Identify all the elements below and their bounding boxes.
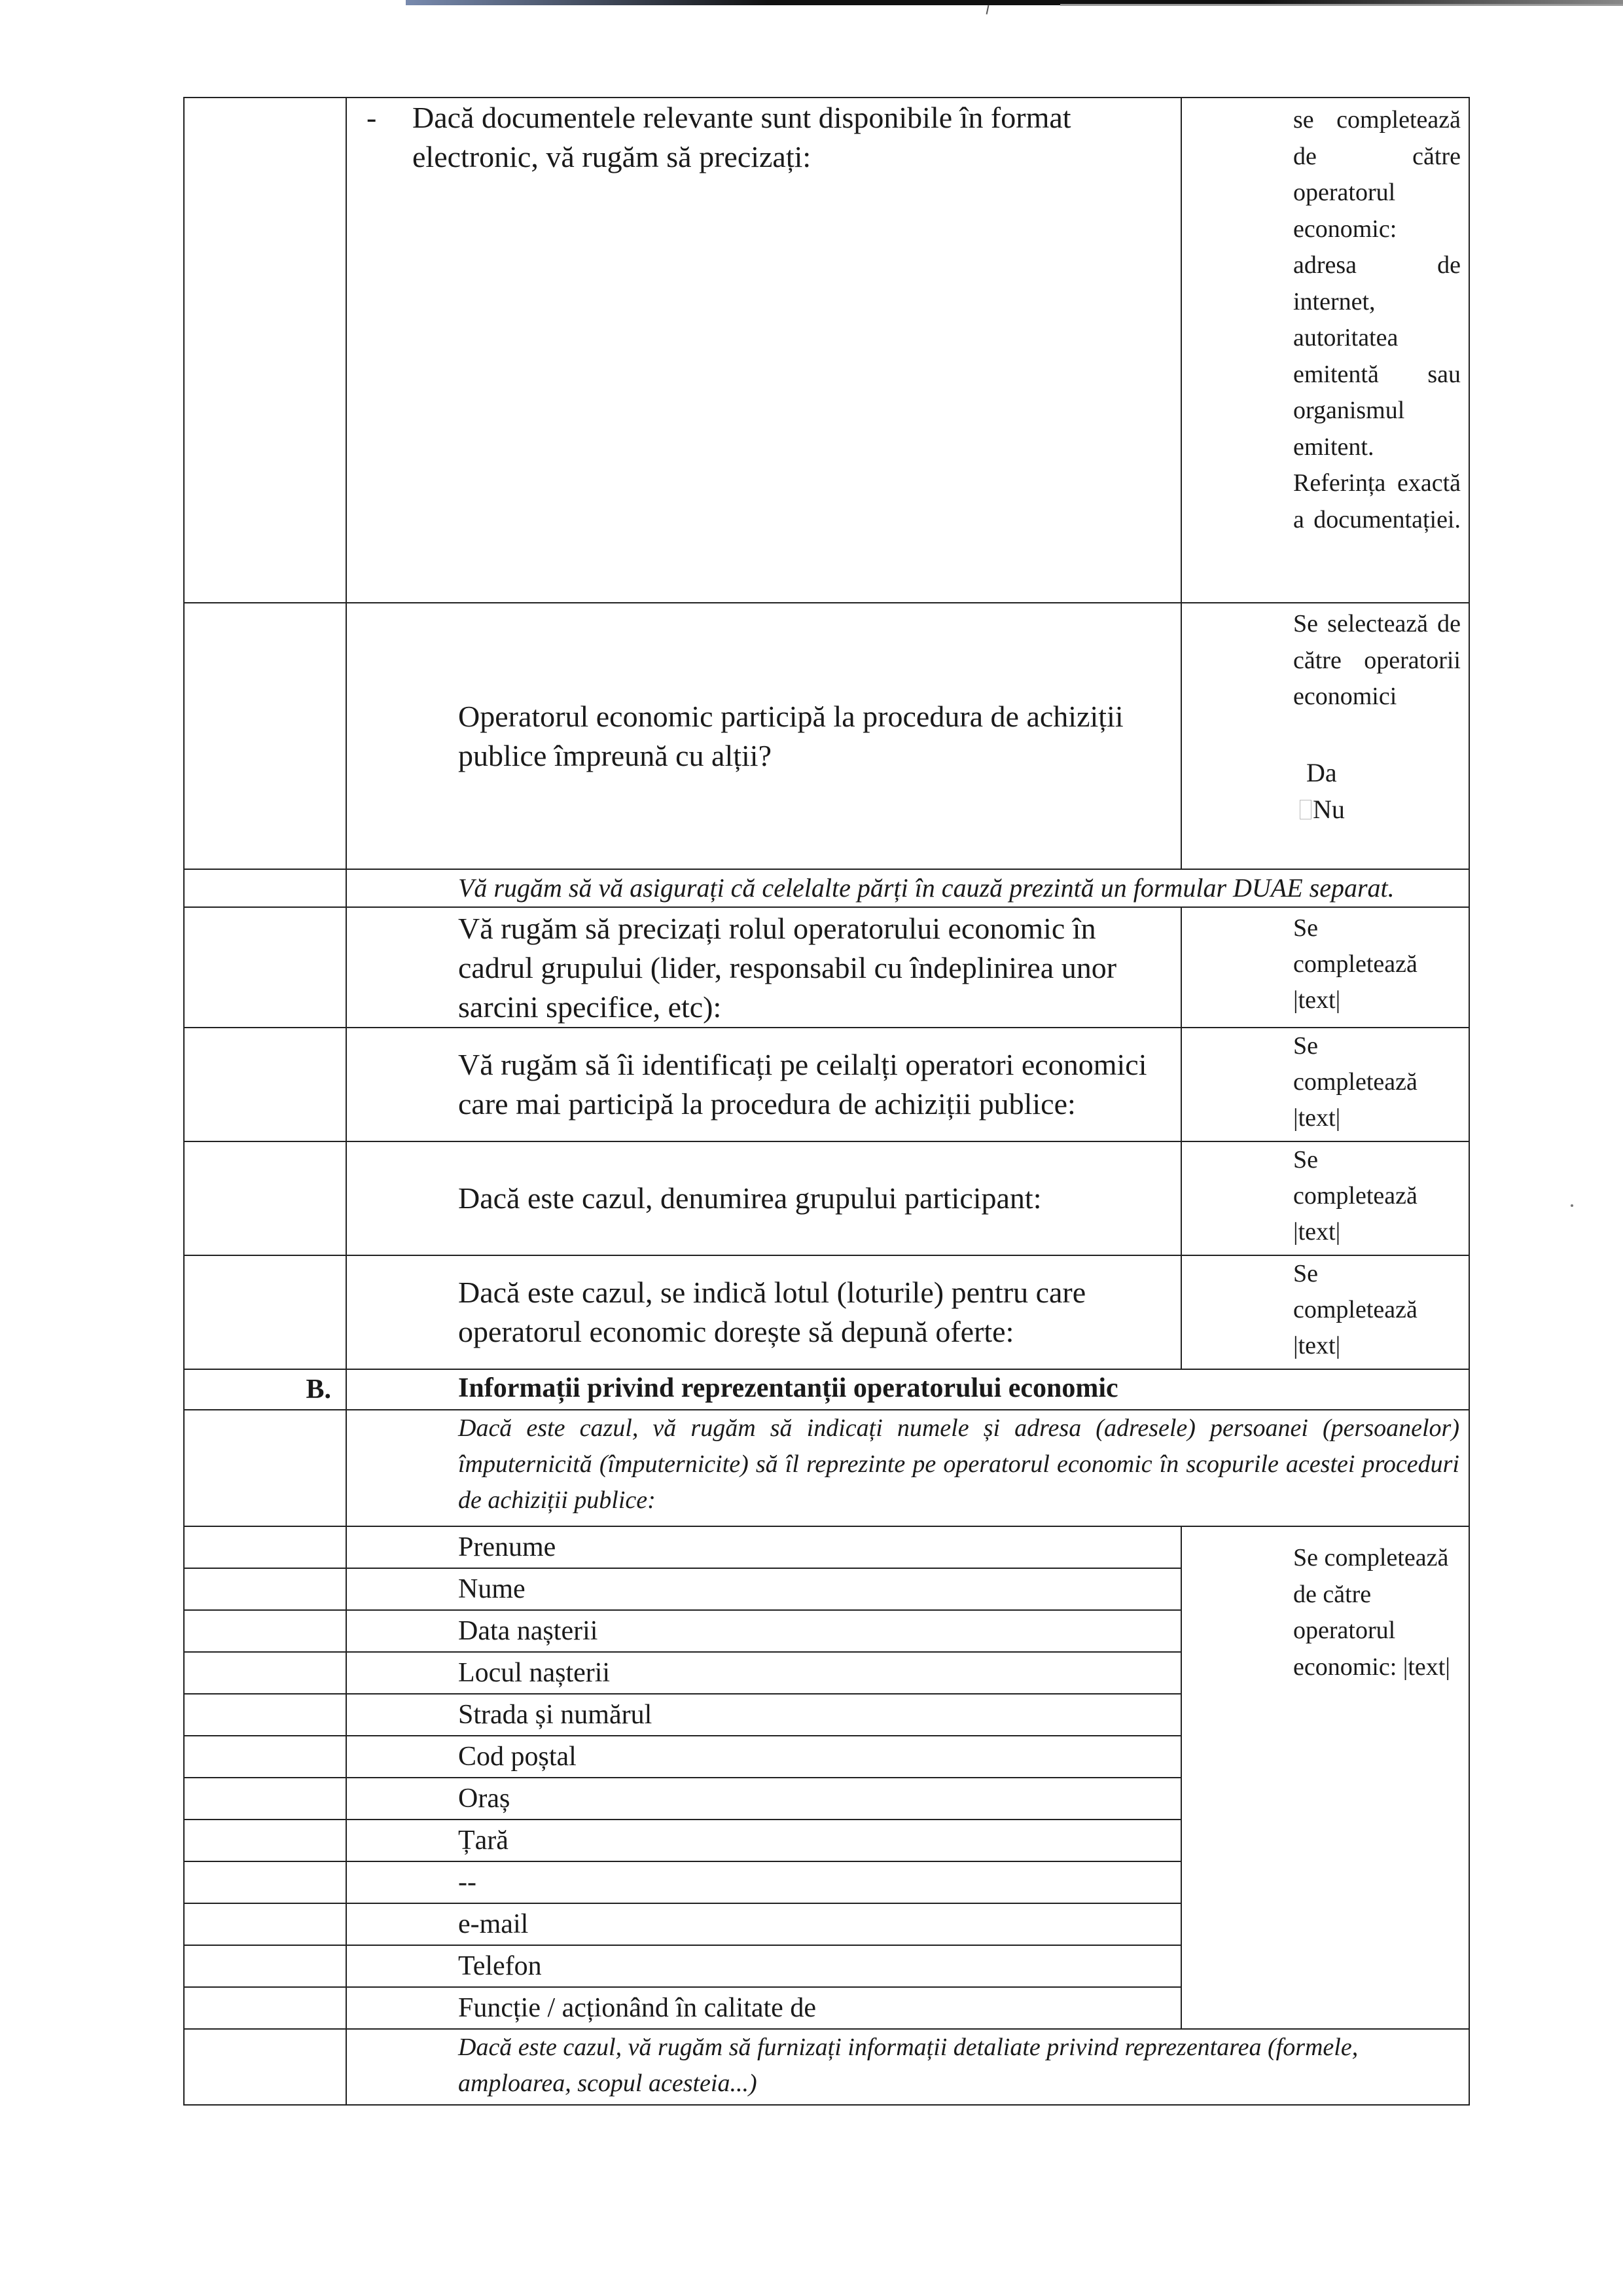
field-row-first-name [184,1526,1469,1568]
section-letter: B. [184,1369,346,1410]
question-cell: Dacă este cazul, se indică lotul (loturile) pentru care operatorul economic dorește să depună oferte: [346,1255,1181,1369]
closing-note: Dacă este cazul, vă rugăm să furnizați informații detaliate privind reprezentarea (formele, amploarea, scopul acesteia...) [458,2034,1359,2097]
section-b-header [184,1369,1469,1410]
empty-cell [184,98,346,603]
scan-dust [1571,1204,1573,1207]
empty-cell [184,1820,346,1861]
table-row-separate-form-note [184,869,1469,907]
question-cell [346,98,1181,603]
question-cell [346,603,1181,869]
field-label: -- [346,1861,1181,1903]
section-title: Informații privind reprezentanții operatorului economic [458,1373,1118,1403]
section-intro-cell [346,1410,1469,1526]
text-placeholder: |text| [1293,986,1341,1014]
text-placeholder: |text| [1293,1104,1341,1132]
fields-side-note: Se completează de către operatorul economic: |text| [1293,1544,1450,1681]
empty-cell [184,1410,346,1526]
empty-cell [184,1861,346,1903]
field-label: Locul nașterii [346,1652,1181,1694]
bullet-dash: - [366,101,377,134]
empty-cell [184,869,346,907]
checkbox-icon[interactable] [1300,800,1311,819]
scan-artifact-line [1060,4,1623,6]
empty-cell [184,1945,346,1987]
empty-cell [184,1652,346,1694]
electronic-docs-question: Dacă documentele relevante sunt disponibile în format electronic, vă rugăm să precizați: [412,101,1071,173]
side-note-cell[interactable]: Se completează |text| [1181,1028,1469,1141]
side-note-cell[interactable]: Se completează |text| [1181,1141,1469,1255]
side-note-cell[interactable]: Se completează |text| [1181,907,1469,1028]
field-label: Nume [346,1568,1181,1610]
scan-artifact-mark [986,5,990,14]
side-note-cell[interactable] [1181,98,1469,603]
table-row-lots [184,1255,1469,1369]
joint-participation-side-note: Se selectează de către operatorii economici [1293,610,1461,710]
field-label: Prenume [346,1526,1181,1568]
text-placeholder: |text| [1293,1218,1341,1246]
table-row-electronic-docs [184,98,1469,603]
field-label: Telefon [346,1945,1181,1987]
empty-cell [184,1736,346,1778]
table-row-joint-participation [184,603,1469,869]
empty-cell [184,907,346,1028]
section-b-intro-row [184,1410,1469,1526]
empty-cell [184,1141,346,1255]
empty-cell [184,1255,346,1369]
table-row-group-role [184,907,1469,1028]
electronic-docs-side-note: se completează de către operatorul economic: adresa de internet, autoritatea emitentă sau organismul emitent. Referința exactă a documentației. [1293,106,1461,533]
empty-cell [184,1987,346,2029]
text-placeholder: |text| [1293,1332,1341,1359]
empty-cell [184,1568,346,1610]
empty-cell [184,1526,346,1568]
table-row-other-operators [184,1028,1469,1141]
closing-note-cell [346,2029,1469,2105]
duae-form-table [183,97,1470,2106]
field-label: e-mail [346,1903,1181,1945]
side-note-cell [1181,603,1469,869]
option-yes[interactable]: Da [1306,757,1337,787]
question-cell: Vă rugăm să îi identificați pe ceilalți operatori economici care mai participă la procedura de achiziții publice: [346,1028,1181,1141]
empty-cell [184,1778,346,1820]
question-cell: Dacă este cazul, denumirea grupului participant: [346,1141,1181,1255]
field-label: Cod poștal [346,1736,1181,1778]
closing-note-row [184,2029,1469,2105]
fields-side-note-cell[interactable] [1181,1526,1469,2029]
option-no[interactable]: Nu [1300,791,1469,828]
separate-form-note: Vă rugăm să vă asigurați că celelalte părți în cauză prezintă un formular DUAE separat. [346,869,1469,907]
field-label: Țară [346,1820,1181,1861]
empty-cell [184,1028,346,1141]
field-label: Strada și numărul [346,1694,1181,1736]
empty-cell [184,603,346,869]
side-note-cell[interactable]: Se completează |text| [1181,1255,1469,1369]
field-label: Oraș [346,1778,1181,1820]
empty-cell [184,1903,346,1945]
section-title-cell [346,1369,1469,1410]
joint-participation-question: Operatorul economic participă la procedura de achiziții publice împreună cu alții? [458,699,1124,772]
empty-cell [184,2029,346,2105]
empty-cell [184,1694,346,1736]
table-row-group-name [184,1141,1469,1255]
empty-cell [184,1610,346,1652]
question-cell: Vă rugăm să precizați rolul operatorului economic în cadrul grupului (lider, responsabil cu îndeplinirea unor sarcini specifice, etc): [346,907,1181,1028]
section-intro: Dacă este cazul, vă rugăm să indicați numele și adresa (adresele) persoanei (persoanelor) împuternicită (împuternicite) să îl reprezinte pe operatorul economic în scopurile acestei proceduri de achiziții publice: [458,1414,1459,1514]
field-label: Funcție / acționând în calitate de [346,1987,1181,2029]
field-label: Data nașterii [346,1610,1181,1652]
